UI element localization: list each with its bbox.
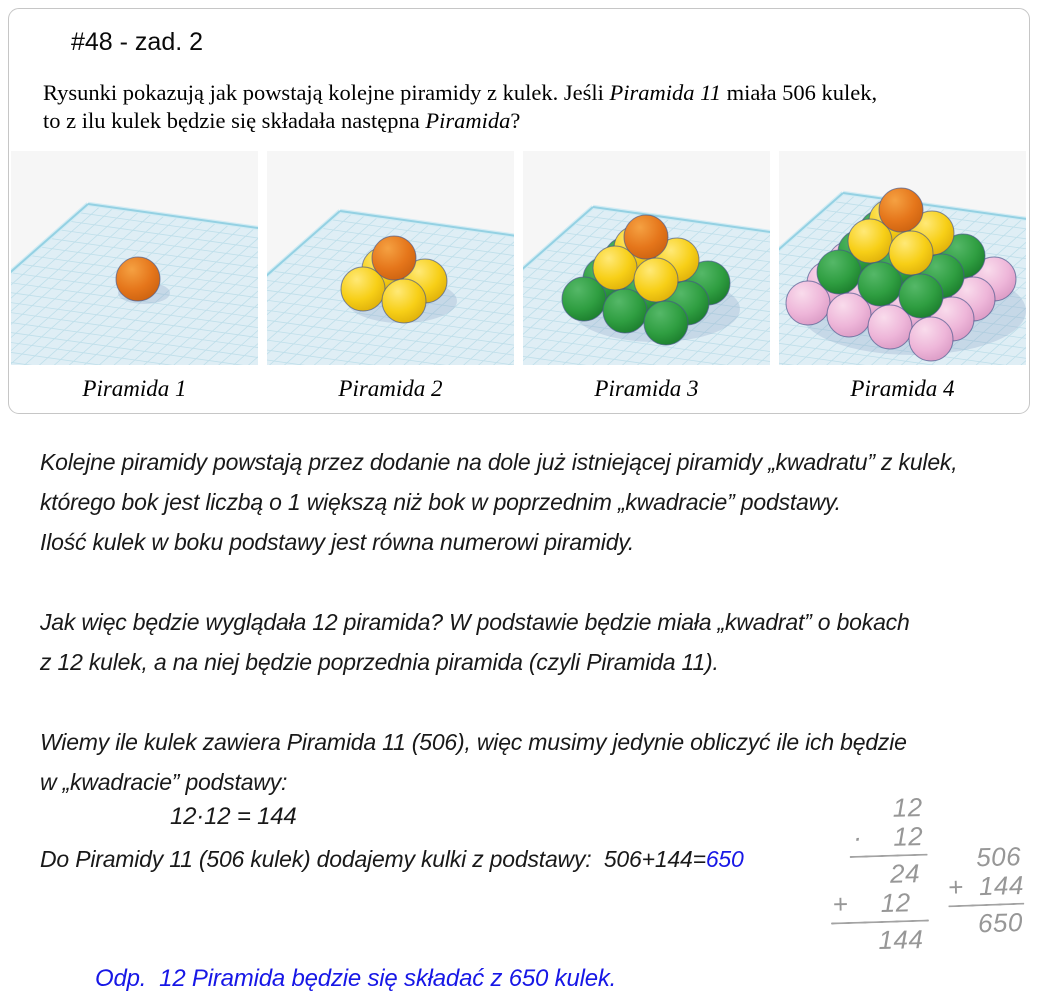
scratch-row (829, 822, 930, 853)
highlight-value: 650 (705, 846, 744, 872)
orange-ball (879, 188, 923, 232)
yellow-ball (889, 231, 933, 275)
scratch-value: 12 (880, 887, 911, 918)
scratch-addition (947, 842, 1025, 939)
pyramid-caption: Piramida 3 (594, 376, 699, 401)
orange-ball (624, 215, 668, 259)
sum-line (40, 844, 744, 874)
orange-ball (372, 236, 416, 280)
scratch-operator: + (832, 888, 849, 919)
hand-text-line: Wiemy ile kulek zawiera Piramida 11 (506), więc musimy jedynie obliczyć ile ich będzie (40, 729, 907, 755)
scratch-value: 12 (892, 821, 924, 852)
text-segment: Piramida (425, 108, 511, 133)
pyramid-image-4 (779, 151, 1026, 365)
pyramid-image-2 (267, 151, 514, 365)
scratch-value: 24 (889, 858, 921, 889)
hand-text-line: z 12 kulek, a na niej będzie poprzednia piramida (czyli Piramida 11). (40, 649, 719, 675)
scratch-row (831, 925, 932, 956)
pink-ball (909, 317, 953, 361)
pyramid-panel (11, 151, 258, 402)
pyramid-caption: Piramida 2 (338, 376, 443, 401)
problem-box (8, 8, 1030, 414)
scratch-row (947, 842, 1024, 873)
calc-line: 12·12 = 144 (170, 803, 297, 830)
scratch-value: 144 (878, 924, 924, 956)
scratch-row (830, 859, 931, 890)
text-segment: Do Piramidy 11 (506 kulek) dodajemy kulki z podstawy: 506+144= (40, 846, 706, 872)
scratch-operator: + (947, 871, 964, 902)
text-segment: Piramida 11 (609, 80, 721, 105)
hand-text-line: Ilość kulek w boku podstawy jest równa numerowi piramidy. (40, 529, 635, 555)
text-segment: Rysunki pokazują jak powstają kolejne piramidy z kulek. Jeśli (43, 80, 610, 105)
yellow-ball (634, 258, 678, 302)
answer-line: Odp. 12 Piramida będzie się składać z 650 kulek. (95, 965, 617, 992)
scratch-row (830, 888, 931, 919)
text-segment: miała 506 kulek, (720, 80, 878, 105)
pyramid-panel (267, 151, 514, 402)
pyramid-caption: Piramida 4 (850, 376, 955, 401)
pyramid-image-1 (11, 151, 258, 365)
hand-text-line: w „kwadracie” podstawy: (40, 769, 288, 795)
scratch-row (828, 793, 929, 824)
explanation-paragraph-2 (40, 602, 910, 682)
scratch-row (948, 908, 1025, 939)
green-ball (644, 301, 688, 345)
green-ball (899, 274, 943, 318)
scratch-multiplication (828, 793, 931, 956)
problem-statement (43, 79, 1018, 135)
problem-title: #48 - zad. 2 (71, 28, 204, 56)
orange-ball (116, 257, 160, 301)
scratch-value: 144 (978, 870, 1025, 902)
pyramid-panel (523, 151, 770, 402)
hand-text-line: którego bok jest liczbą o 1 większą niż bok w poprzednim „kwadracie” podstawy. (40, 489, 841, 515)
text-segment: ? (510, 108, 521, 133)
pyramid-image-3 (523, 151, 770, 365)
scratch-operator: · (852, 822, 863, 853)
explanation-paragraph-1 (40, 442, 957, 562)
scratch-row (948, 871, 1025, 902)
pyramid-figures (11, 151, 1029, 402)
pyramid-caption: Piramida 1 (82, 376, 187, 401)
text-segment: to z ilu kulek będzie się składała następna (43, 108, 426, 133)
scratch-value: 12 (892, 792, 923, 823)
pyramid-panel (779, 151, 1026, 402)
scratch-value: 650 (977, 907, 1024, 939)
scratch-value: 506 (975, 841, 1022, 873)
hand-text-line: Kolejne piramidy powstają przez dodanie na dole już istniejącej piramidy „kwadratu” z kulek, (40, 449, 958, 475)
yellow-ball (382, 279, 426, 323)
explanation-paragraph-3 (40, 722, 907, 802)
hand-text-line: Jak więc będzie wyglądała 12 piramida? W podstawie będzie miała „kwadrat” o bokach (40, 609, 910, 635)
